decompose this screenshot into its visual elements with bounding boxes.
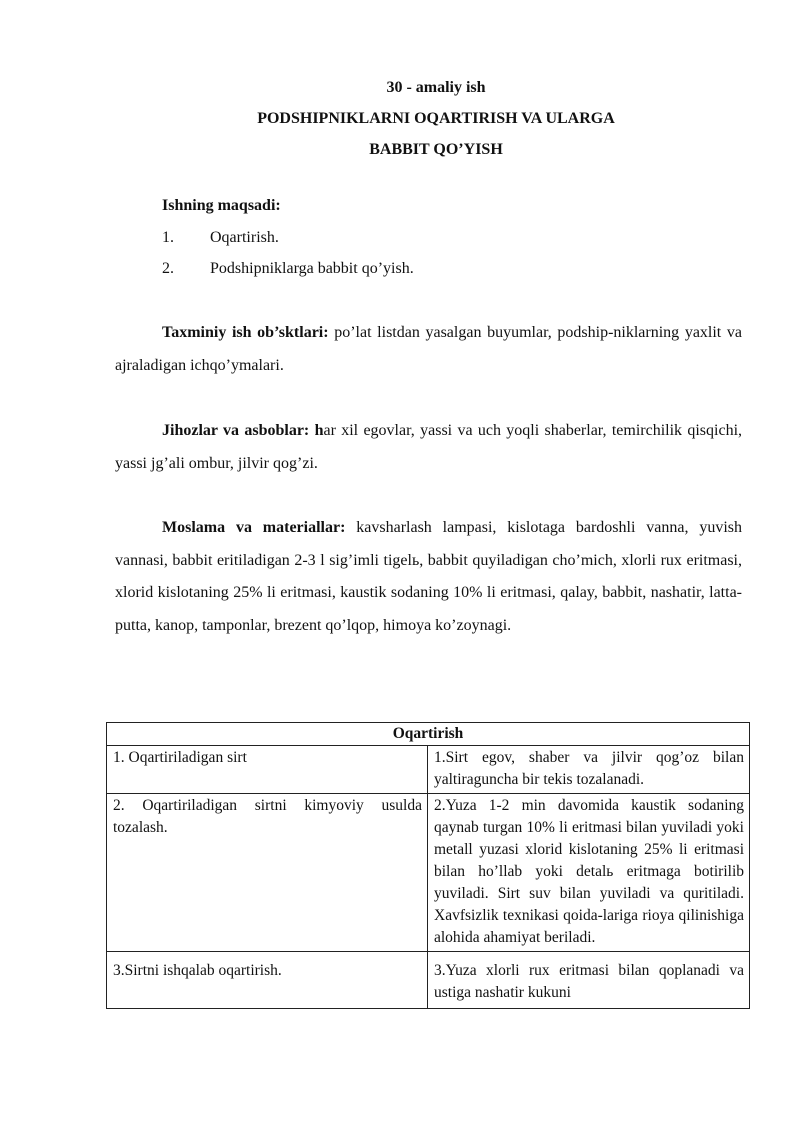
description-cell: 1.Sirt egov, shaber va jilvir qog’oz bilan yaltiraguncha bir tekis tozalanadi. (428, 746, 750, 794)
objects-text: po’lat listdan yasalgan buyumlar, podship-niklarning yaxlit va ajraladigan ichqo’ymalari. (115, 324, 742, 374)
goal-item-text: Oqartirish. (210, 229, 279, 246)
description-cell: 2.Yuza 1-2 min davomida kaustik sodaning qaynab turgan 10% li eritmasi bilan yuviladi yoki metall yuzasi xlorid kislotaning 25% li eritmasi bilan ho’llab yoki detalь eritmaga botirilib yuviladi. Sirt suv bilan yuviladi va quritiladi. Xavfsizlik texnikasi qoida-lariga rioya qilinishiga alohida ahamiyat beriladi. (428, 794, 750, 952)
step-cell: 1. Oqartiriladigan sirt (107, 746, 428, 794)
work-number: 30 - amaliy ish (386, 79, 486, 96)
procedure-table (106, 722, 750, 1009)
title-line-2: BABBIT QO’YISH (369, 141, 503, 158)
table-row (107, 794, 750, 952)
title-block (0, 72, 800, 165)
tools-text: ar xil egovlar, yassi va uch yoqli shaberlar, temirchilik qisqichi, yassi jg’ali ombur, jilvir qog’zi. (115, 422, 743, 472)
table-row (107, 952, 750, 1009)
materials-paragraph (115, 512, 742, 642)
table-header: Oqartirish (107, 723, 750, 746)
objects-paragraph (115, 317, 742, 382)
description-cell (428, 952, 750, 1009)
step-cell: 3.Sirtni ishqalab oqartirish. (107, 952, 428, 1009)
goal-item (162, 222, 279, 253)
goal-item-text: Podshipniklarga babbit qo’yish. (210, 260, 414, 277)
goal-item-number: 2. (162, 260, 174, 277)
title-line-1: PODSHIPNIKLARNI OQARTIRISH VA ULARGA (257, 110, 615, 127)
goal-item-number: 1. (162, 229, 174, 246)
objects-label: Taxminiy ish ob’sktlari: (162, 324, 329, 341)
goal-item (162, 253, 414, 284)
step-cell: 2. Oqartiriladigan sirtni kimyoviy usulda tozalash. (107, 794, 428, 952)
description-text: 3.Yuza xlorli rux eritmasi bilan qoplanadi va ustiga nashatir kukuni (434, 962, 744, 1001)
tools-label: Jihozlar va asboblar: h (162, 422, 324, 439)
materials-label: Moslama va materiallar: (162, 519, 346, 536)
table-row (107, 746, 750, 794)
tools-paragraph (115, 415, 742, 480)
goal-heading: Ishning maqsadi: (162, 197, 281, 214)
materials-text: kavsharlash lampasi, kislotaga bardoshli vanna, yuvish vannasi, babbit eritiladigan 2-3 l sig’imli tigelь, babbit quyiladigan cho’mich, xlorli rux eritmasi, xlorid kislotaning 25% li eritmasi, kaustik sodaning 10% li eritmasi, qalay, babbit, nashatir, latta-putta, kanop, tamponlar, brezent qo’lqop, himoya ko’zoynagi. (115, 519, 742, 634)
table-header-row (107, 723, 750, 746)
